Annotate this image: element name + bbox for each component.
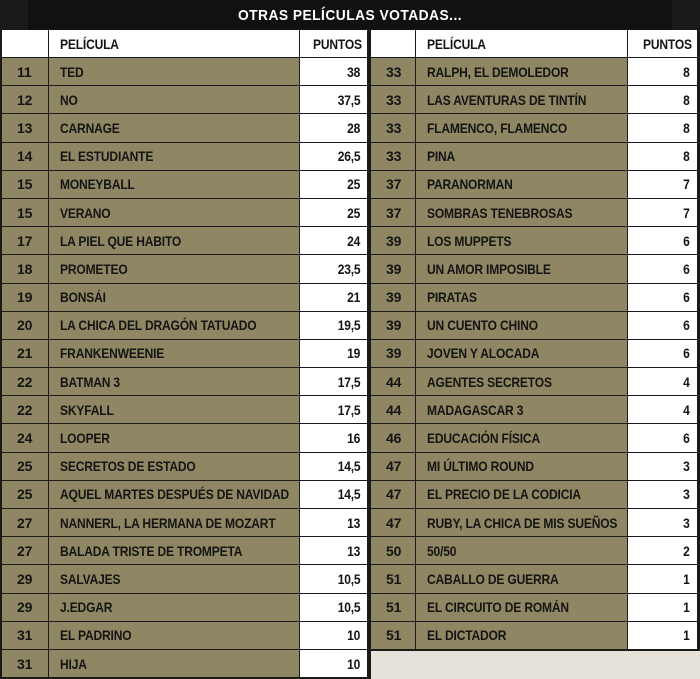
film-title-cell: 50/50 (416, 537, 628, 565)
points-cell: 10,5 (300, 565, 368, 593)
points-cell: 8 (628, 114, 698, 142)
table-row (371, 565, 698, 593)
table-row (2, 622, 368, 650)
film-title-cell: RALPH, EL DEMOLEDOR (416, 58, 628, 86)
film-title-cell: SALVAJES (49, 565, 300, 593)
film-title-cell: PARANORMAN (416, 171, 628, 199)
film-title-cell: CARNAGE (49, 114, 300, 142)
table-row (2, 565, 368, 593)
points-cell: 19 (300, 340, 368, 368)
table-row (2, 86, 368, 114)
position-cell: 22 (2, 368, 49, 396)
film-title-cell: FRANKENWEENIE (49, 340, 300, 368)
position-cell: 15 (2, 171, 49, 199)
table-row (371, 227, 698, 255)
film-title-cell: LA PIEL QUE HABITO (49, 227, 300, 255)
points-cell: 17,5 (300, 396, 368, 424)
position-cell: 27 (2, 537, 49, 565)
table-row (2, 396, 368, 424)
table-row (371, 312, 698, 340)
position-cell: 12 (2, 86, 49, 114)
points-cell: 14,5 (300, 481, 368, 509)
film-header: PELÍCULA (416, 30, 628, 58)
table-row (2, 453, 368, 481)
points-cell: 17,5 (300, 368, 368, 396)
position-cell: 17 (2, 227, 49, 255)
position-cell: 33 (371, 86, 416, 114)
film-title-cell: SOMBRAS TENEBROSAS (416, 199, 628, 227)
table-row (2, 171, 368, 199)
position-cell: 39 (371, 312, 416, 340)
position-cell: 25 (2, 453, 49, 481)
film-title-cell: PINA (416, 143, 628, 171)
position-cell: 47 (371, 453, 416, 481)
table-row (371, 171, 698, 199)
points-cell: 25 (300, 199, 368, 227)
position-cell: 11 (2, 58, 49, 86)
position-cell: 44 (371, 368, 416, 396)
position-cell: 39 (371, 284, 416, 312)
table-row (371, 340, 698, 368)
points-cell: 23,5 (300, 255, 368, 283)
points-cell: 25 (300, 171, 368, 199)
table-row (371, 114, 698, 142)
position-cell: 51 (371, 622, 416, 650)
film-title-cell: VERANO (49, 199, 300, 227)
table-row (2, 481, 368, 509)
position-cell: 21 (2, 340, 49, 368)
table-row (371, 622, 698, 650)
table-row (371, 509, 698, 537)
points-cell: 3 (628, 481, 698, 509)
table-row (2, 594, 368, 622)
position-cell: 27 (2, 509, 49, 537)
position-cell: 51 (371, 565, 416, 593)
position-cell: 44 (371, 396, 416, 424)
position-cell: 31 (2, 650, 49, 678)
ranking-table-right (371, 30, 698, 650)
position-cell: 22 (2, 396, 49, 424)
position-cell: 46 (371, 424, 416, 452)
position-header (371, 30, 416, 58)
position-cell: 50 (371, 537, 416, 565)
film-title-cell: NANNERL, LA HERMANA DE MOZART (49, 509, 300, 537)
table-row (371, 594, 698, 622)
points-cell: 3 (628, 509, 698, 537)
position-cell: 51 (371, 594, 416, 622)
points-cell: 6 (628, 227, 698, 255)
table-header-row (371, 30, 698, 58)
position-cell: 14 (2, 143, 49, 171)
position-cell: 33 (371, 114, 416, 142)
position-cell: 15 (2, 199, 49, 227)
film-title-cell: PIRATAS (416, 284, 628, 312)
table-row (371, 537, 698, 565)
position-cell: 37 (371, 199, 416, 227)
film-title-cell: AQUEL MARTES DESPUÉS DE NAVIDAD (49, 481, 300, 509)
table-row (371, 368, 698, 396)
film-title-cell: MADAGASCAR 3 (416, 396, 628, 424)
film-title-cell: AGENTES SECRETOS (416, 368, 628, 396)
points-header: PUNTOS (628, 30, 698, 58)
points-cell: 3 (628, 453, 698, 481)
position-cell: 19 (2, 284, 49, 312)
table-row (2, 368, 368, 396)
table-row (2, 227, 368, 255)
points-cell: 10 (300, 622, 368, 650)
table-row (371, 453, 698, 481)
position-header (2, 30, 49, 58)
table-row (2, 114, 368, 142)
table-header-row (2, 30, 368, 58)
points-header: PUNTOS (300, 30, 368, 58)
table-row (371, 199, 698, 227)
position-cell: 39 (371, 227, 416, 255)
points-cell: 4 (628, 368, 698, 396)
table-row (2, 284, 368, 312)
table-row (2, 143, 368, 171)
table-row (2, 650, 368, 678)
table-row (2, 340, 368, 368)
film-title-cell: EL DICTADOR (416, 622, 628, 650)
film-title-cell: SECRETOS DE ESTADO (49, 453, 300, 481)
points-cell: 8 (628, 86, 698, 114)
position-cell: 33 (371, 143, 416, 171)
points-cell: 21 (300, 284, 368, 312)
points-cell: 1 (628, 622, 698, 650)
film-title-cell: NO (49, 86, 300, 114)
position-cell: 31 (2, 622, 49, 650)
film-title-cell: FLAMENCO, FLAMENCO (416, 114, 628, 142)
position-cell: 33 (371, 58, 416, 86)
film-title-cell: RUBY, LA CHICA DE MIS SUEÑOS (416, 509, 628, 537)
film-title-cell: EL ESTUDIANTE (49, 143, 300, 171)
table-row (371, 58, 698, 86)
points-cell: 10,5 (300, 594, 368, 622)
film-title-cell: J.EDGAR (49, 594, 300, 622)
film-title-cell: LOOPER (49, 424, 300, 452)
points-cell: 7 (628, 199, 698, 227)
table-row (371, 424, 698, 452)
film-title-cell: UN CUENTO CHINO (416, 312, 628, 340)
points-cell: 26,5 (300, 143, 368, 171)
points-cell: 7 (628, 171, 698, 199)
points-cell: 6 (628, 255, 698, 283)
points-cell: 37,5 (300, 86, 368, 114)
table-row (2, 312, 368, 340)
position-cell: 47 (371, 481, 416, 509)
points-cell: 16 (300, 424, 368, 452)
film-title-cell: MI ÚLTIMO ROUND (416, 453, 628, 481)
film-title-cell: JOVEN Y ALOCADA (416, 340, 628, 368)
film-title-cell: LOS MUPPETS (416, 227, 628, 255)
table-row (2, 424, 368, 452)
film-title-cell: UN AMOR IMPOSIBLE (416, 255, 628, 283)
points-cell: 6 (628, 312, 698, 340)
points-cell: 8 (628, 143, 698, 171)
table-row (2, 199, 368, 227)
position-cell: 47 (371, 509, 416, 537)
film-title-cell: PROMETEO (49, 255, 300, 283)
film-title-cell: MONEYBALL (49, 171, 300, 199)
film-title-cell: EL PADRINO (49, 622, 300, 650)
position-cell: 20 (2, 312, 49, 340)
table-row (371, 396, 698, 424)
points-cell: 1 (628, 594, 698, 622)
position-cell: 13 (2, 114, 49, 142)
film-title-cell: BALADA TRISTE DE TROMPETA (49, 537, 300, 565)
position-cell: 39 (371, 340, 416, 368)
points-cell: 6 (628, 424, 698, 452)
film-title-cell: TED (49, 58, 300, 86)
points-cell: 2 (628, 537, 698, 565)
points-cell: 1 (628, 565, 698, 593)
position-cell: 25 (2, 481, 49, 509)
points-cell: 6 (628, 340, 698, 368)
film-title-cell: CABALLO DE GUERRA (416, 565, 628, 593)
film-title-cell: BONSÁI (49, 284, 300, 312)
film-title-cell: SKYFALL (49, 396, 300, 424)
position-cell: 29 (2, 594, 49, 622)
film-title-cell: EL PRECIO DE LA CODICIA (416, 481, 628, 509)
film-title-cell: EDUCACIÓN FÍSICA (416, 424, 628, 452)
table-row (371, 284, 698, 312)
position-cell: 29 (2, 565, 49, 593)
film-title-cell: LAS AVENTURAS DE TINTÍN (416, 86, 628, 114)
table-row (371, 86, 698, 114)
position-cell: 39 (371, 255, 416, 283)
film-title-cell: BATMAN 3 (49, 368, 300, 396)
points-cell: 4 (628, 396, 698, 424)
film-title-cell: EL CIRCUITO DE ROMÁN (416, 594, 628, 622)
table-row (371, 143, 698, 171)
film-title-cell: HIJA (49, 650, 300, 678)
points-cell: 38 (300, 58, 368, 86)
position-cell: 37 (371, 171, 416, 199)
panel-title: OTRAS PELÍCULAS VOTADAS... (28, 0, 672, 30)
points-cell: 8 (628, 58, 698, 86)
position-cell: 18 (2, 255, 49, 283)
points-cell: 14,5 (300, 453, 368, 481)
points-cell: 28 (300, 114, 368, 142)
points-cell: 13 (300, 509, 368, 537)
table-row (2, 58, 368, 86)
table-row (2, 255, 368, 283)
paper-background (371, 651, 700, 679)
position-cell: 24 (2, 424, 49, 452)
table-row (371, 481, 698, 509)
table-row (2, 509, 368, 537)
points-cell: 24 (300, 227, 368, 255)
points-cell: 10 (300, 650, 368, 678)
table-row (371, 255, 698, 283)
table-row (2, 537, 368, 565)
points-cell: 6 (628, 284, 698, 312)
ranking-table-left (2, 30, 368, 678)
film-title-cell: LA CHICA DEL DRAGÓN TATUADO (49, 312, 300, 340)
film-header: PELÍCULA (49, 30, 300, 58)
points-cell: 13 (300, 537, 368, 565)
points-cell: 19,5 (300, 312, 368, 340)
